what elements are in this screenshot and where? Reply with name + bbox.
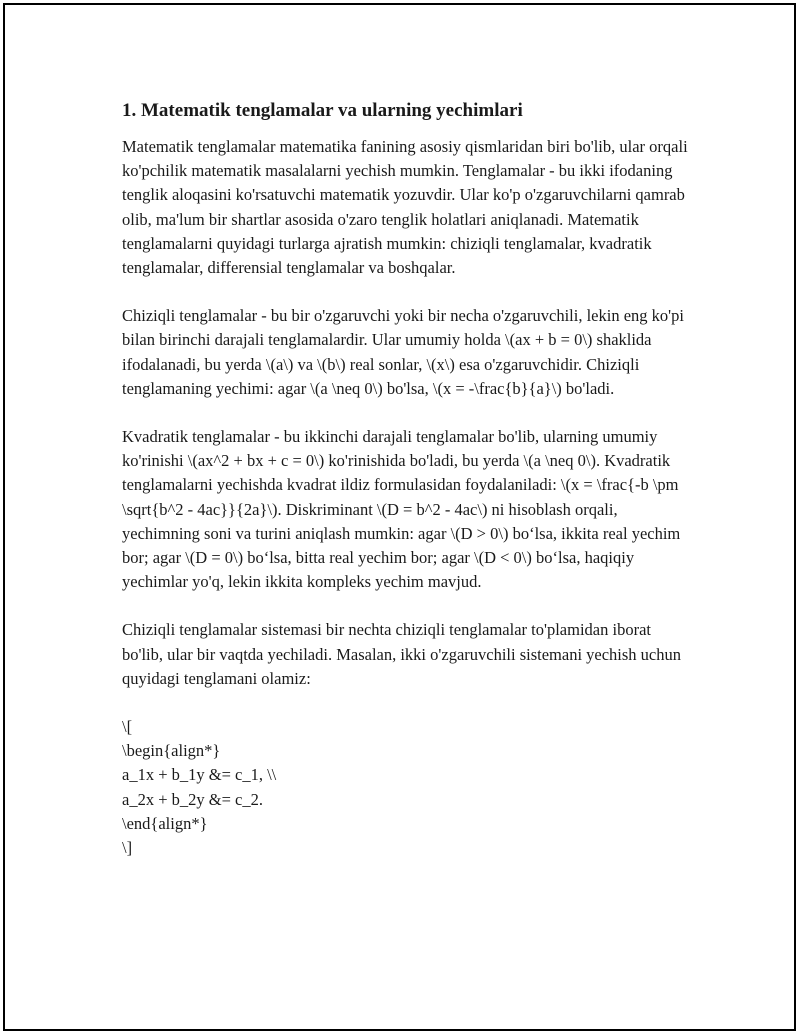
paragraph-linear-systems: Chiziqli tenglamalar sistemasi bir nechta chiziqli tenglamalar to'plamidan iborat bo'lib, ular bir vaqtda yechiladi. Masalan, ikki o'zgaruvchili sistemani yechish uchun quyidagi tenglamani olamiz: [122, 620, 682, 688]
equation-line: a_2x + b_2y &= c_2. [122, 789, 263, 809]
equation-block [122, 715, 692, 860]
page-frame [3, 3, 796, 1031]
section-heading: 1. Matematik tenglamalar va ularning yechimlari [122, 100, 523, 121]
paragraph-intro: Matematik tenglamalar matematika fanining asosiy qismlaridan biri bo'lib, ular orqali ko'pchilik matematik masalalarni yechish mumkin. Tenglamalar - bu ikki ifodaning tenglik aloqasini ko'rsatuvchi matematik yozuvdir. Ular ko'p o'zgaruvchilarni qamrab olib, ma'lum bir shartlar asosida o'zaro tenglik holatlari aniqlanadi. Matematik tenglamalarni quyidagi turlarga ajratish mumkin: chiziqli tenglamalar, kvadratik tenglamalar, differensial tenglamalar va boshqalar. [122, 137, 688, 278]
equation-line: a_1x + b_1y &= c_1, \\ [122, 765, 277, 785]
paragraph-quadratic-equations: Kvadratik tenglamalar - bu ikkinchi darajali tenglamalar bo'lib, ularning umumiy ko'rinishi \(ax^2 + bx + c = 0\) ko'rinishida bo'ladi, bu yerda \(a \neq 0\). Kvadratik tenglamalarni yechishda kvadrat ildiz formulasidan foydalaniladi: \(x = \frac{-b \pm \sqrt{b^2 - 4ac}}{2a}\). Diskriminant \(D = b^2 - 4ac\) ni hisoblash orqali, yechimning soni va turini aniqlash mumkin: agar \(D > 0\) bo‘lsa, ikkita real yechim bor; agar \(D = 0\) bo‘lsa, bitta real yechim bor; agar \(D < 0\) bo‘lsa, haqiqiy yechimlar yo'q, lekin ikkita kompleks yechim mavjud. [122, 427, 681, 592]
paragraph-linear-equations: Chiziqli tenglamalar - bu bir o'zgaruvchi yoki bir necha o'zgaruvchili, lekin eng ko'pi bilan birinchi darajali tenglamalardir. Ular umumiy holda \(ax + b = 0\) shaklida ifodalanadi, bu yerda \(a\) va \(b\) real sonlar, \(x\) esa o'zgaruvchidir. Chiziqli tenglamaning yechimi: agar \(a \neq 0\) bo'lsa, \(x = -\frac{b}{a}\) bo'ladi. [122, 306, 684, 398]
document-body [122, 97, 692, 860]
equation-line: \[ [122, 717, 133, 737]
equation-line: \begin{align*} [122, 741, 221, 761]
equation-line: \end{align*} [122, 813, 208, 833]
equation-line: \] [122, 838, 133, 858]
